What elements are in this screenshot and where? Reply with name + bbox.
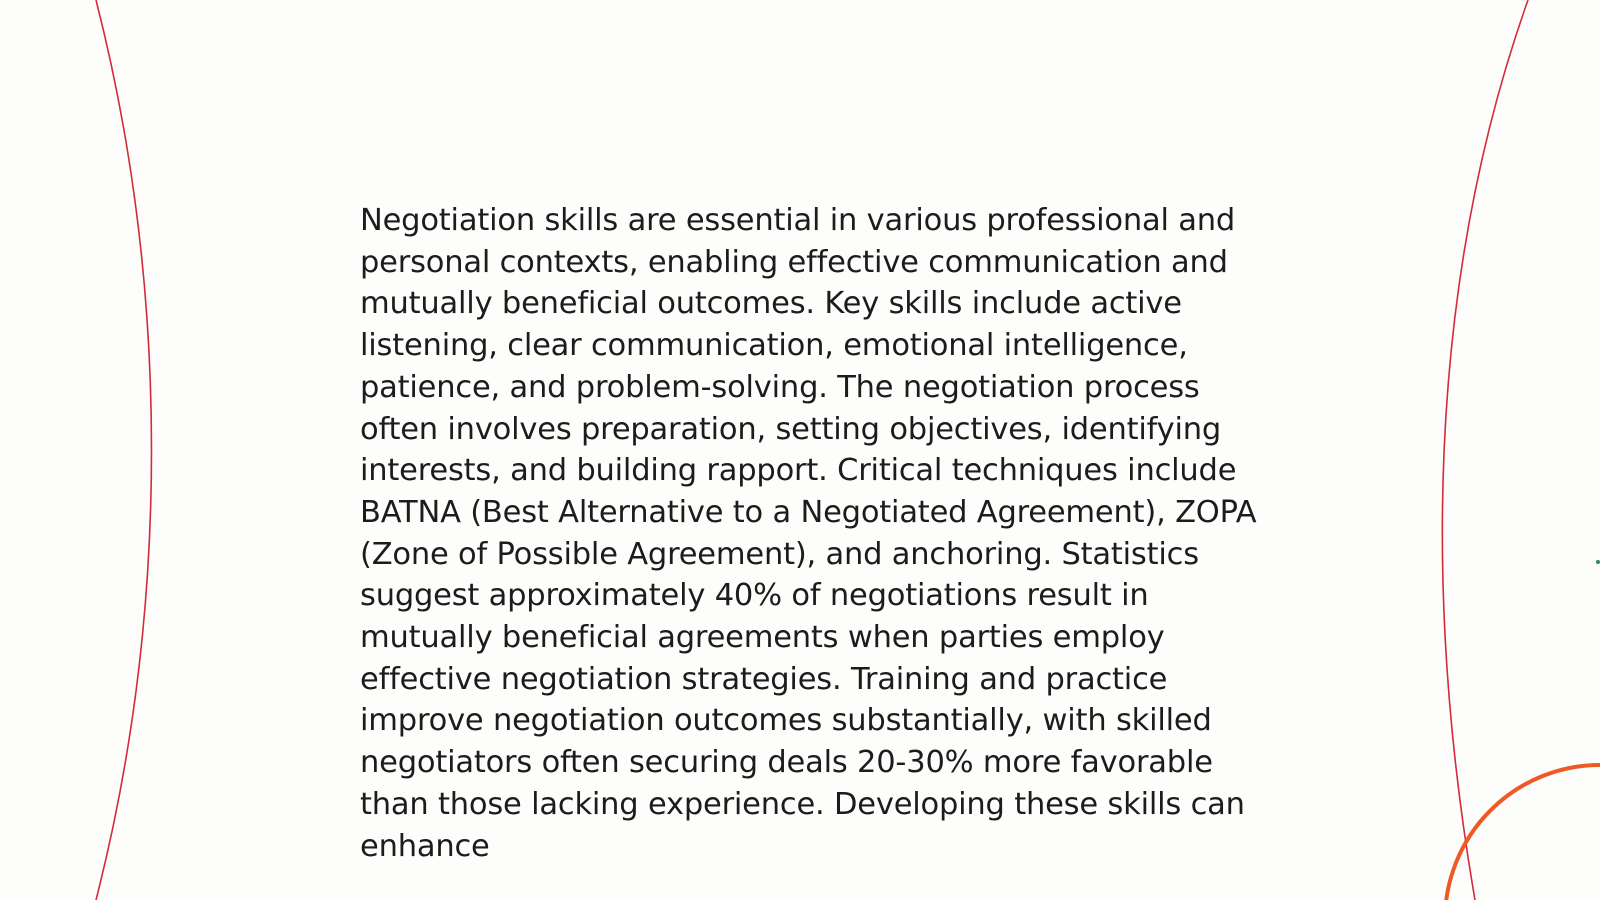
green-dot-accent bbox=[1596, 560, 1600, 564]
slide-body-text: Negotiation skills are essential in various professional and personal contexts, enabling effective communication and mutually beneficial outcomes. Key skills include active listening, clear communication, emotional intelligence, patience, and problem-solving. The negotiation process often involves preparation, setting objectives, identifying interests, and building rapport. Critical techniques include BATNA (Best Alternative to a Negotiated Agreement), ZOPA (Zone of Possible Agreement), and anchoring. Statistics suggest approximately 40% of negotiations result in mutually beneficial agreements when parties employ effective negotiation strategies. Training and practice improve negotiation outcomes substantially, with skilled negotiators often securing deals 20-30% more favorable than those lacking experience. Developing these skills can enhance bbox=[360, 203, 1257, 864]
orange-circle-accent bbox=[1445, 765, 1600, 900]
right-curve-line bbox=[1442, 0, 1528, 900]
left-curve-line bbox=[96, 0, 152, 900]
